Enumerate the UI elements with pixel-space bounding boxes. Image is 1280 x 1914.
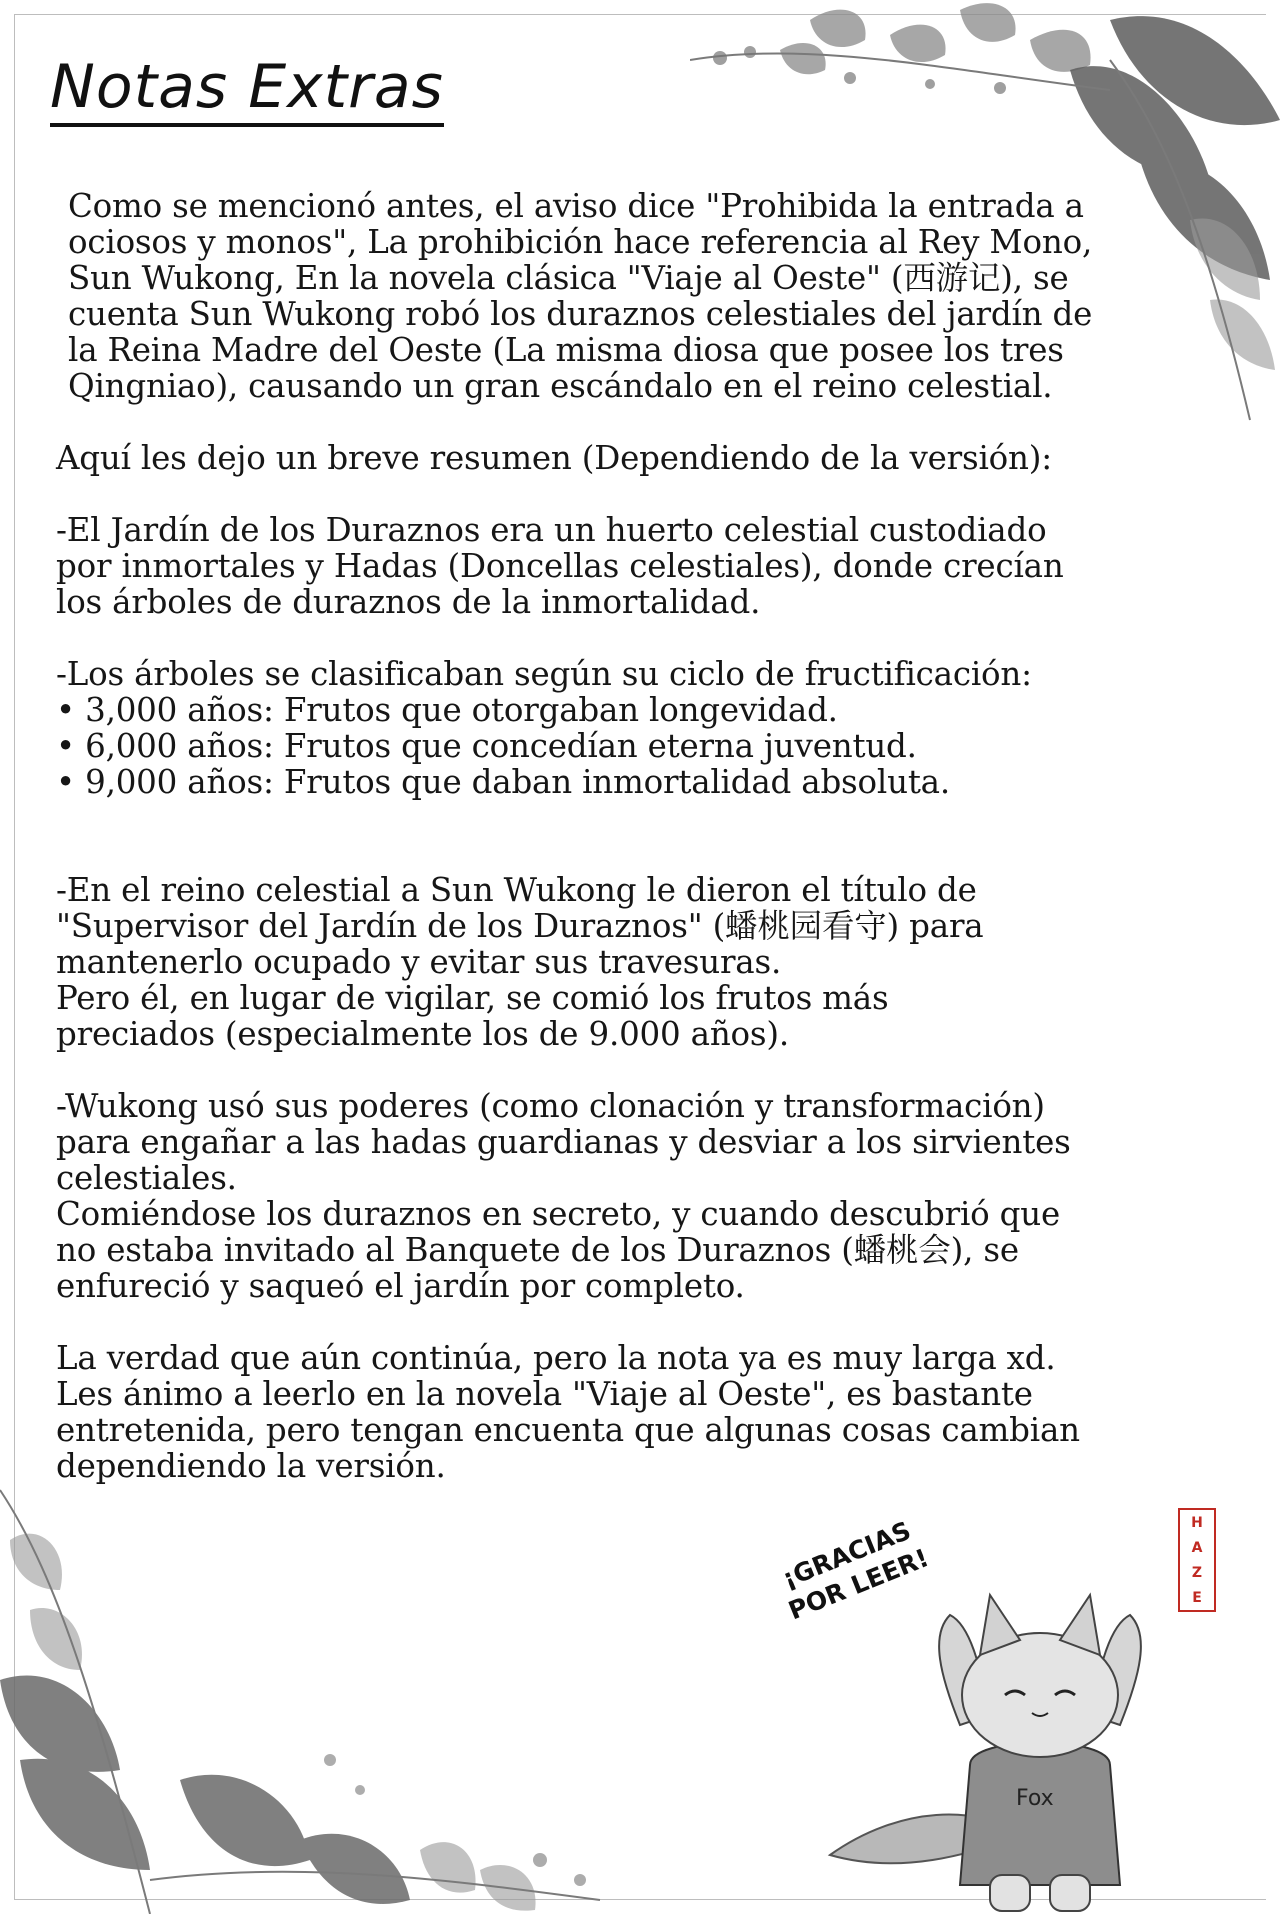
page-title: Notas Extras	[50, 56, 444, 127]
list-item: • 9,000 años: Frutos que daban inmortalidad absoluta.	[56, 763, 950, 801]
list-item: • 3,000 años: Frutos que otorgaban longevidad.	[56, 691, 838, 729]
thanks-caption: ¡GRACIAS POR LEER!	[778, 1515, 933, 1626]
trees-heading: -Los árboles se clasificaban según su ciclo de fructificación:	[56, 655, 1032, 693]
stamp-letter: H	[1191, 1514, 1203, 1531]
shirt-text: Fox	[1016, 1786, 1054, 1811]
list-item: • 6,000 años: Frutos que concedían eterna juventud.	[56, 727, 917, 765]
garden-paragraph: -El Jardín de los Duraznos era un huerto celestial custodiado por inmortales y Hadas (Doncellas celestiales), donde crecían los árboles de duraznos de la inmortalidad.	[56, 511, 1064, 621]
supervisor-paragraph: -En el reino celestial a Sun Wukong le dieron el título de "Supervisor del Jardín de los Duraznos" (蟠桃园看守) para mantenerlo ocupado y evitar sus travesuras. Pero él, en lugar de vigilar, se comió los frutos más preciados (especialmente los de 9.000 años).	[56, 871, 984, 1053]
stamp-letter: Z	[1191, 1564, 1203, 1581]
stamp-letter: E	[1192, 1589, 1202, 1606]
fox-character-illustration	[820, 1555, 1240, 1914]
summary-line: Aquí les dejo un breve resumen (Dependiendo de la versión):	[56, 439, 1052, 477]
leaf-decoration-bottom-left	[0, 1460, 620, 1914]
intro-paragraph: Como se mencionó antes, el aviso dice "Prohibida la entrada a ociosos y monos", La prohibición hace referencia al Rey Mono, Sun Wukong, En la novela clásica "Viaje al Oeste" (西游记), se cuenta Sun Wukong robó los duraznos celestiales del jardín de la Reina Madre del Oeste (La misma diosa que posee los tres Qingniao), causando un gran escándalo en el reino celestial.	[68, 187, 1093, 405]
closing-paragraph: La verdad que aún continúa, pero la nota ya es muy larga xd. Les ánimo a leerlo en la novela "Viaje al Oeste", es bastante entretenida, pero tengan encuenta que algunas cosas cambian dependiendo la versión.	[56, 1339, 1080, 1485]
note-body	[56, 188, 1146, 1484]
stamp-letter: A	[1191, 1539, 1203, 1556]
powers-paragraph: -Wukong usó sus poderes (como clonación y transformación) para engañar a las hadas guardianas y desviar a los sirvientes celestiales. Comiéndose los duraznos en secreto, y cuando descubrió que no estaba invitado al Banquete de los Duraznos (蟠桃会), se enfureció y saqueó el jardín por completo.	[56, 1087, 1071, 1305]
